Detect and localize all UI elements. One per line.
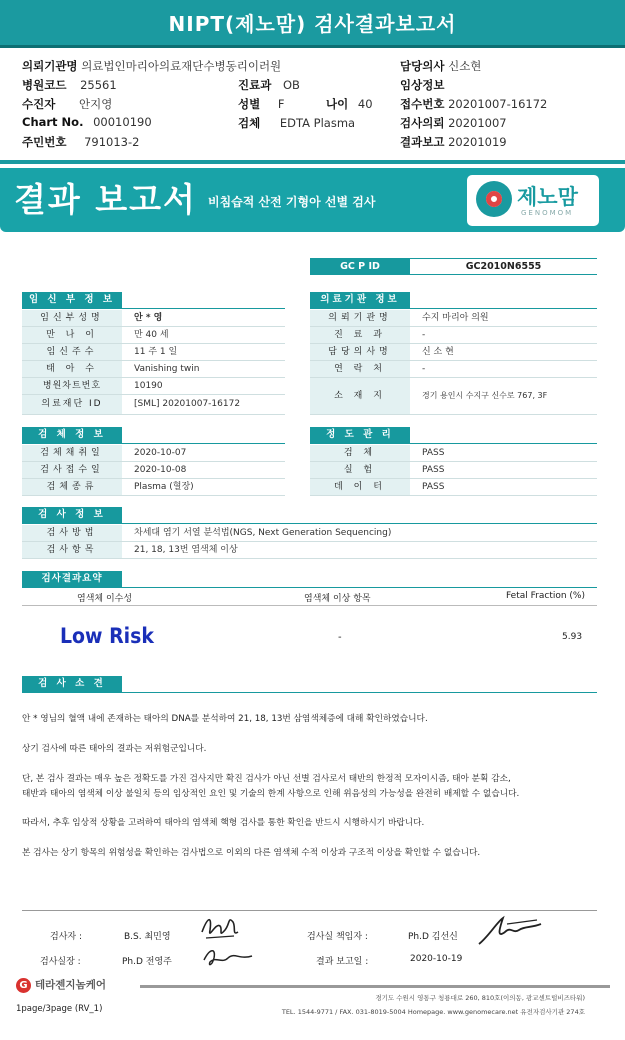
row-value: 2020-10-08 (134, 465, 187, 475)
label: Chart No. (22, 115, 84, 129)
row-value: 21, 18, 13번 염색체 이상 (134, 545, 238, 555)
value: F (277, 97, 285, 111)
value: EDTA Plasma (279, 116, 356, 130)
row-label: 병원차트번호 (22, 378, 122, 394)
lab-chief-label: 검사실장 : (40, 957, 81, 967)
divider (22, 692, 597, 693)
value: 00010190 (93, 115, 152, 129)
table-row (310, 378, 597, 415)
row-label: 데 이 터 (310, 479, 410, 495)
result-low-risk: Low Risk (60, 624, 154, 648)
row-label: 만 나 이 (22, 327, 122, 343)
row-label: 실 험 (310, 462, 410, 478)
logo-subtext: GENOMOM (521, 209, 574, 217)
row-label: 연 락 처 (310, 361, 410, 377)
row-value: Vanishing twin (134, 364, 200, 374)
header-info (0, 54, 625, 154)
divider (22, 443, 285, 444)
lab-chief-signature-icon (200, 942, 256, 972)
lab-head-value: Ph.D 김선신 (408, 932, 458, 942)
row-label: 검체채취일 (22, 445, 122, 461)
row-label: 담당의사명 (310, 344, 410, 360)
table-row (310, 462, 597, 479)
report-date-value: 2020-10-19 (410, 954, 463, 964)
table-row (22, 525, 597, 542)
finding-paragraph: 단, 본 검사 결과는 매우 높은 정확도를 가진 검사지만 확진 검사가 아닌 선별 검사로서 태반의 한정적 모자이시즘, 태아 분획 감소, (22, 774, 511, 784)
row-value: 수지 마리아 의원 (422, 313, 489, 323)
row-label: 의뢰기관명 (310, 310, 410, 326)
company-address (282, 991, 585, 1019)
finding-paragraph: 본 검사는 상기 항목의 위험성을 확인하는 검사법으로 이외의 다른 염색체 수적 이상과 구조적 이상을 확인할 수 없습니다. (22, 848, 481, 858)
table-row (22, 344, 285, 361)
label: 병원코드 (22, 78, 67, 92)
col-abnormal: 염색체 이상 항목 (304, 594, 371, 604)
row-value: 2020-10-07 (134, 448, 187, 458)
label: 검사의뢰 (400, 116, 445, 130)
row-label: 검사접수일 (22, 462, 122, 478)
row-value: PASS (422, 465, 445, 475)
row-value: PASS (422, 448, 445, 458)
section-institution-title: 의료기관 정보 (310, 292, 410, 308)
table-row (22, 310, 285, 327)
row-label: 소 재 지 (310, 378, 410, 414)
label: 의뢰기관명 (22, 59, 78, 73)
table-row (22, 378, 285, 395)
row-label: 검사방법 (22, 525, 122, 541)
finding-paragraph: 안 * 영님의 혈액 내에 존재하는 태아의 DNA를 분석하여 21, 18, 13번 삼염색체증에 대해 확인하였습니다. (22, 714, 428, 724)
row-value: [SML] 20201007-16172 (134, 399, 241, 409)
value: 40 (357, 97, 373, 111)
lab-head-signature-icon (475, 912, 545, 950)
divider (22, 910, 597, 911)
tester-signature-icon (198, 912, 242, 946)
page-title: NIPT(제노맘) 검사결과보고서 (0, 0, 625, 48)
terragen-logo-icon: G (16, 978, 31, 993)
logo-text: 제노맘 (517, 185, 578, 209)
divider (310, 308, 597, 309)
finding-paragraph: 따라서, 추후 임상적 상황을 고려하여 태아의 염색체 핵형 검사를 통한 확인을 반드시 시행하시기 바랍니다. (22, 818, 425, 828)
row-value: 경기 용인시 수지구 신수로 767, 3F (422, 391, 548, 400)
label: 결과보고 (400, 135, 445, 149)
abnormal-value: - (338, 632, 342, 643)
row-label: 진 료 과 (310, 327, 410, 343)
row-value: 만 40 세 (134, 330, 169, 340)
tester-value: B.S. 최민영 (124, 932, 171, 942)
row-label: 의료재단 ID (22, 395, 122, 414)
finding-paragraph: 태반과 태아의 염색체 이상 불일치 등의 임상적인 요인 및 기술의 한계 사항으로 인해 위음성의 가능성을 완전히 배제할 수 없습니다. (22, 789, 520, 799)
section-findings-title: 검 사 소 견 (22, 676, 122, 692)
row-value: - (422, 364, 426, 374)
tester-label: 검사자 : (50, 932, 82, 942)
row-value: Plasma (혈장) (134, 482, 194, 492)
fetal-fraction-value: 5.93 (562, 632, 583, 642)
row-label: 임신부성명 (22, 310, 122, 326)
row-label: 검사항목 (22, 542, 122, 558)
address-line: 경기도 수원시 영통구 청룡대로 260, 810호(이의동, 광교센트럴비즈타워) (375, 994, 585, 1002)
value: 20201007 (448, 116, 507, 130)
label: 검체 (238, 116, 261, 130)
col-fetal-fraction: Fetal Fraction (%) (506, 591, 585, 601)
divider (22, 587, 597, 588)
table-row (22, 542, 597, 559)
lab-chief-value: Ph.D 전영주 (122, 957, 172, 967)
divider (310, 443, 597, 444)
table-row (22, 445, 285, 462)
label: 접수번호 (400, 97, 445, 111)
table-row (310, 310, 597, 327)
value: 20201019 (448, 135, 507, 149)
row-value: - (422, 330, 426, 340)
table-row (310, 344, 597, 361)
table-row (22, 479, 285, 496)
value: 20201007-16172 (448, 97, 548, 111)
section-summary-title: 검사결과요약 (22, 571, 122, 587)
label: 담당의사 (400, 59, 445, 73)
banner-title: 결과 보고서 (14, 180, 197, 219)
value: 의료법인마리아의료재단수병동리이러원 (81, 59, 282, 73)
label: 수진자 (22, 97, 56, 111)
table-row (310, 445, 597, 462)
label: 임상정보 (400, 78, 445, 92)
value: 신소현 (448, 59, 482, 73)
divider (22, 308, 285, 309)
row-label: 검체종류 (22, 479, 122, 495)
gcp-id-value: GC2010N6555 (410, 258, 597, 275)
divider (22, 523, 597, 524)
label: 주민번호 (22, 135, 67, 149)
row-value: 10190 (134, 381, 163, 391)
row-label: 태 아 수 (22, 361, 122, 377)
section-test-title: 검 사 정 보 (22, 507, 122, 523)
row-value: 신 소 현 (422, 347, 454, 357)
finding-paragraph: 상기 검사에 따른 태아의 결과는 저위험군입니다. (22, 744, 207, 754)
label: 진료과 (238, 78, 272, 92)
report-date-label: 결과 보고일 : (316, 957, 369, 967)
row-label: 임신주수 (22, 344, 122, 360)
table-row (310, 327, 597, 344)
value: 25561 (80, 78, 117, 92)
table-row (310, 479, 597, 496)
logo-text: 테라젠지놈케어 (35, 979, 107, 991)
report-banner (0, 168, 625, 232)
logo-mark-icon (476, 181, 512, 217)
gcp-id-label: GC P ID (310, 258, 410, 275)
section-specimen-title: 검 체 정 보 (22, 427, 122, 443)
value: 안지영 (78, 97, 113, 111)
contact-line: TEL. 1544-9771 / FAX. 031-8019-5004 Homepage. www.genomecare.net 유전자검사기관 274호 (281, 1008, 585, 1016)
table-row (22, 361, 285, 378)
row-label: 검 체 (310, 445, 410, 461)
table-row (22, 327, 285, 344)
value: 791013-2 (84, 135, 140, 149)
terragen-logo (16, 977, 106, 993)
genomom-logo (467, 175, 599, 226)
page-number: 1page/3page (RV_1) (16, 1004, 103, 1014)
col-aneuploidy: 염색체 이수성 (77, 594, 133, 604)
divider (0, 160, 625, 164)
label: 성별 (238, 97, 261, 111)
label: 나이 (326, 97, 349, 111)
row-value: 11 주 1 일 (134, 347, 178, 357)
divider (140, 985, 610, 988)
banner-subtitle: 비침습적 산전 기형아 선별 검사 (208, 195, 376, 209)
gcp-id (310, 258, 597, 275)
value: OB (282, 78, 300, 92)
table-row (310, 361, 597, 378)
table-row (22, 462, 285, 479)
row-value: 차세대 염기 서열 분석법(NGS, Next Generation Sequencing) (134, 528, 392, 538)
section-pregnant-title: 임 신 부 정 보 (22, 292, 122, 308)
summary-header (22, 589, 597, 606)
section-qc-title: 정 도 관 리 (310, 427, 410, 443)
lab-head-label: 검사실 책임자 : (307, 932, 368, 942)
row-value: PASS (422, 482, 445, 492)
row-value: 안 * 영 (134, 313, 163, 323)
table-row (22, 395, 285, 415)
